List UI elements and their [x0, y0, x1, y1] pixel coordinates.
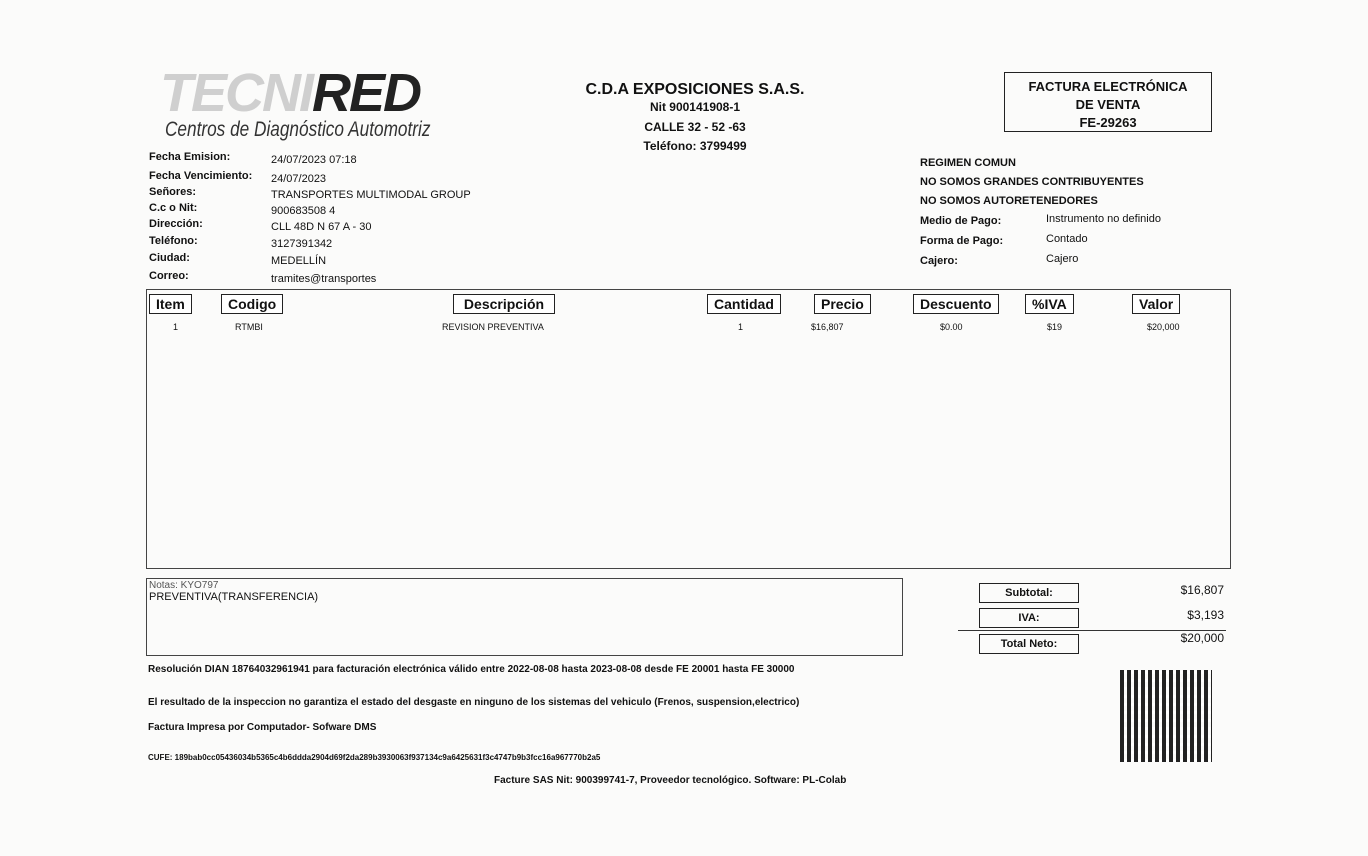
tecnired-logo — [160, 62, 420, 124]
payment-form-value: Contado — [1046, 233, 1088, 245]
iva-label: IVA: — [979, 608, 1079, 628]
notes-text: PREVENTIVA(TRANSFERENCIA) — [149, 591, 319, 603]
client-label: C.c o Nit: — [149, 202, 198, 214]
client-label: Fecha Vencimiento: — [149, 170, 253, 182]
client-value: 24/07/2023 — [271, 173, 327, 185]
subtotal-label: Subtotal: — [979, 583, 1079, 603]
notes-box — [146, 578, 903, 656]
table-cell: $20,000 — [1147, 322, 1180, 332]
client-label: Teléfono: — [149, 235, 198, 247]
total-value: $20,000 — [1180, 631, 1224, 645]
table-cell: $16,807 — [811, 322, 844, 332]
company-address: CALLE 32 - 52 -63 — [644, 120, 746, 134]
payment-form-label: Forma de Pago: — [920, 235, 1004, 247]
column-header: %IVA — [1025, 294, 1074, 314]
dian-resolution: Resolución DIAN 18764032961941 para facturación electrónica válido entre 2022-08-08 hasta 2023-08-08 desde FE 20001 hasta FE 30000 — [148, 664, 795, 675]
logo-text-b: RED — [312, 63, 421, 123]
invoice-title-box — [1004, 72, 1212, 132]
invoice-number: FE-29263 — [1079, 115, 1137, 130]
provider: Facture SAS Nit: 900399741-7, Proveedor tecnológico. Software: PL-Colab — [494, 775, 847, 786]
client-value: 3127391342 — [271, 238, 333, 250]
table-cell: RTMBI — [235, 322, 263, 332]
client-label: Señores: — [149, 186, 197, 198]
cashier-value: Cajero — [1046, 253, 1079, 265]
logo-text-a: TECNI — [160, 63, 312, 123]
cufe: CUFE: 189bab0cc05436034b5365c4b6ddda2904d69f2da289b3930063f937134c9a6425631f3c4747b9b3fcc16a967770b2a5 — [148, 753, 601, 762]
client-value: MEDELLÍN — [271, 255, 327, 267]
client-label: Dirección: — [149, 218, 203, 230]
client-label: Correo: — [149, 270, 189, 282]
regime-0: REGIMEN COMUN — [920, 157, 1016, 169]
qr-code — [1120, 670, 1212, 762]
items-table — [146, 289, 1231, 569]
column-header: Precio — [814, 294, 871, 314]
client-value: TRANSPORTES MULTIMODAL GROUP — [271, 189, 471, 201]
client-value: 24/07/2023 07:18 — [271, 154, 357, 166]
disclaimer: El resultado de la inspeccion no garantiza el estado del desgaste en ninguno de los sistemas del vehiculo (Frenos, suspension,electrico) — [148, 697, 800, 708]
company-phone: Teléfono: 3799499 — [643, 139, 747, 153]
payment-method-value: Instrumento no definido — [1046, 213, 1161, 225]
client-label: Fecha Emision: — [149, 151, 231, 163]
column-header: Valor — [1132, 294, 1180, 314]
notes-label: Notas: KYO797 — [149, 580, 219, 591]
invoice-title-line1: FACTURA ELECTRÓNICA — [1028, 79, 1188, 94]
column-header: Descuento — [913, 294, 999, 314]
table-cell: REVISION PREVENTIVA — [442, 322, 544, 332]
company-nit: Nit 900141908-1 — [649, 100, 741, 114]
column-header: Descripción — [453, 294, 555, 314]
client-label: Ciudad: — [149, 252, 190, 264]
table-cell: 1 — [173, 322, 179, 332]
regime-2: NO SOMOS AUTORETENEDORES — [920, 195, 1098, 207]
iva-value: $3,193 — [1187, 608, 1224, 622]
column-header: Cantidad — [707, 294, 781, 314]
client-value: 900683508 4 — [271, 205, 336, 217]
client-value: tramites@transportes — [271, 273, 377, 285]
printed-note: Factura Impresa por Computador- Sofware DMS — [148, 722, 377, 733]
table-cell: $0.00 — [940, 322, 963, 332]
total-label: Total Neto: — [979, 634, 1079, 654]
invoice-title-line2: DE VENTA — [1075, 97, 1141, 112]
subtotal-value: $16,807 — [1180, 583, 1224, 597]
logo-tagline: Centros de Diagnóstico Automotriz — [165, 118, 431, 141]
column-header: Item — [149, 294, 192, 314]
company-name: C.D.A EXPOSICIONES S.A.S. — [585, 81, 805, 98]
client-value: CLL 48D N 67 A - 30 — [271, 221, 372, 233]
table-cell: 1 — [738, 322, 744, 332]
cashier-label: Cajero: — [920, 255, 958, 267]
table-cell: $19 — [1047, 322, 1063, 332]
regime-1: NO SOMOS GRANDES CONTRIBUYENTES — [920, 176, 1144, 188]
column-header: Codigo — [221, 294, 283, 314]
payment-method-label: Medio de Pago: — [920, 215, 1002, 227]
